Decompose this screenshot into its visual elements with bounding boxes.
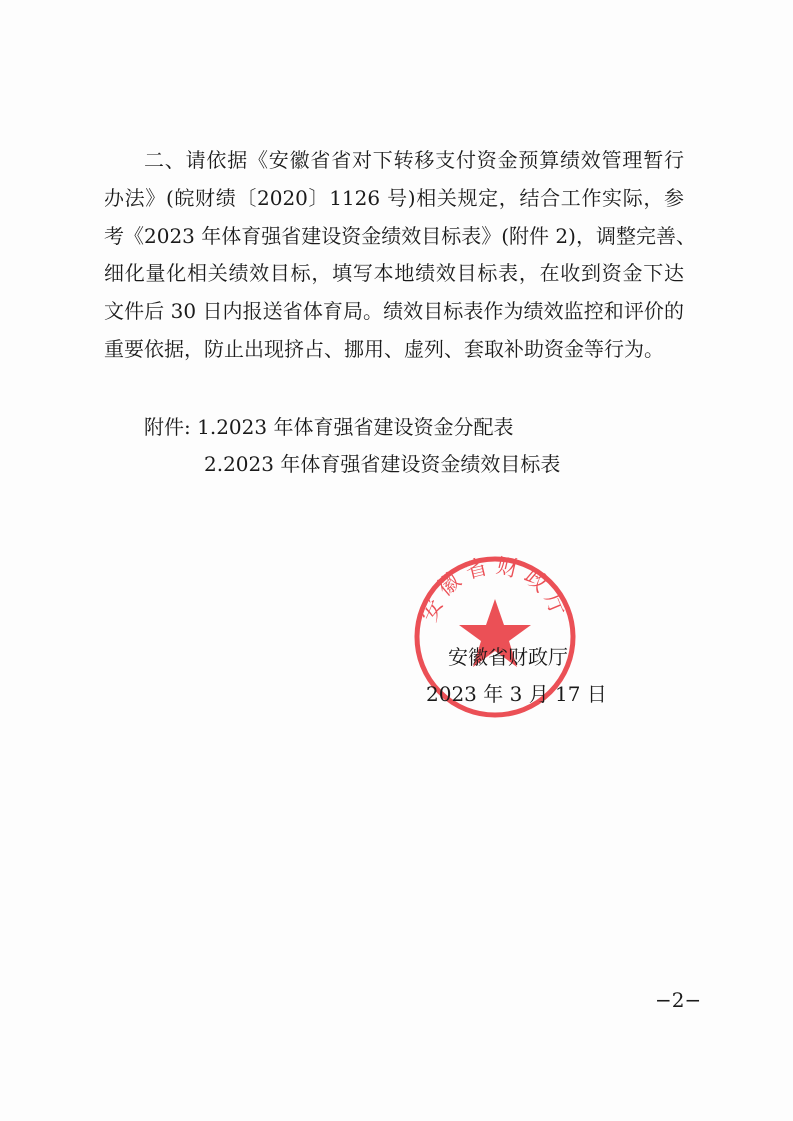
- attachment-item: [144, 409, 560, 446]
- paragraph-line: 考《2023 年体育强省建设资金绩效目标表》(附件 2)，调整完善、: [104, 223, 696, 248]
- page-number: −2−: [655, 988, 702, 1012]
- attachments-label: 附件:: [144, 415, 191, 439]
- attachment-item: [144, 446, 560, 483]
- paragraph-line: 细化量化相关绩效目标，填写本地绩效目标表，在收到资金下达: [104, 261, 684, 286]
- attachment-title: 1.2023 年体育强省建设资金分配表: [197, 415, 514, 439]
- attachments-list: [144, 409, 560, 483]
- body-paragraph: [104, 142, 696, 369]
- paragraph-line: 办法》(皖财绩〔2020〕1126 号)相关规定，结合工作实际，参: [104, 185, 684, 210]
- attachment-title: 2.2023 年体育强省建设资金绩效目标表: [204, 452, 561, 476]
- signature-block: [426, 639, 607, 713]
- signing-organization: 安徽省财政厅: [448, 645, 568, 669]
- paragraph-line: 重要依据，防止出现挤占、挪用、虚列、套取补助资金等行为。: [104, 336, 664, 361]
- signing-date: 2023 年 3 月 17 日: [426, 682, 607, 706]
- seal-text: 安徽省财政厅: [416, 553, 574, 626]
- paragraph-line: 二、请依据《安徽省省对下转移支付资金预算绩效管理暂行: [144, 148, 684, 172]
- paragraph-line: 文件后 30 日内报送省体育局。绩效目标表作为绩效监控和评价的: [104, 299, 684, 324]
